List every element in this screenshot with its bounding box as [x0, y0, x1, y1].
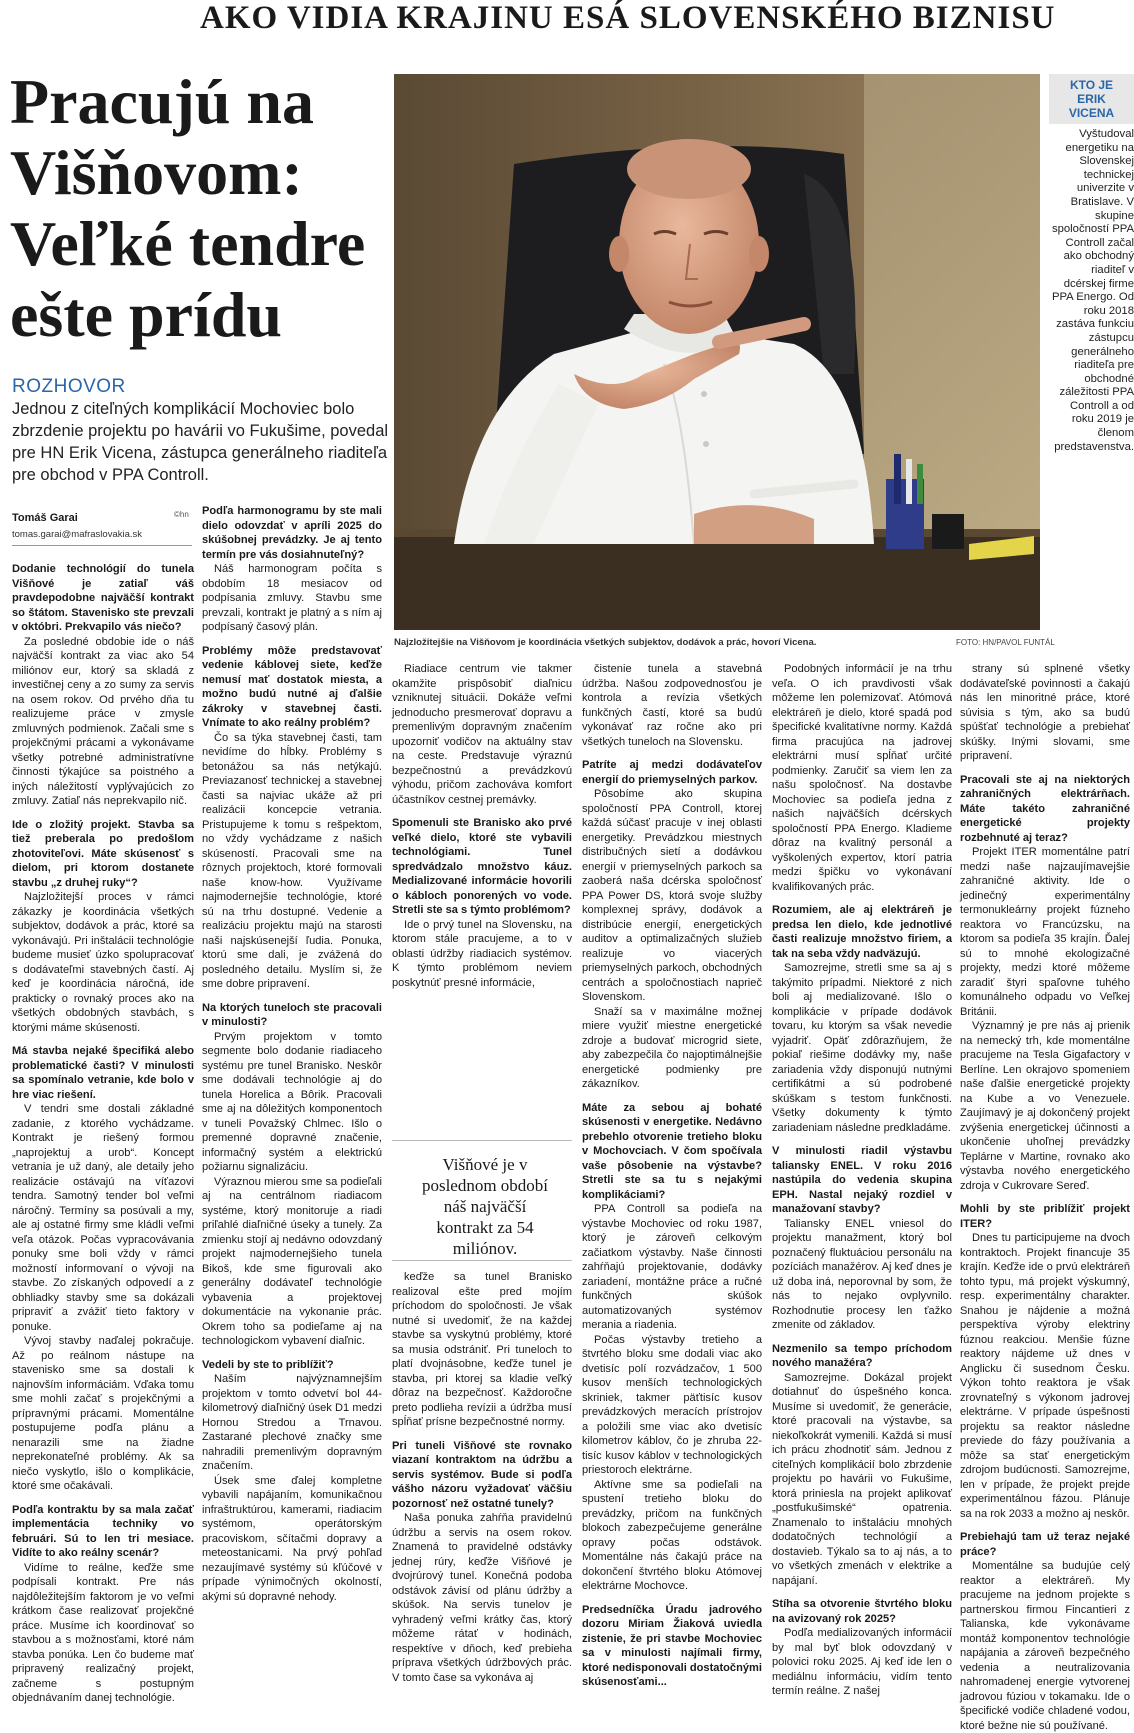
author-name: Tomáš Garai — [12, 512, 78, 524]
bio-sidebar — [1049, 74, 1134, 454]
answer-paragraph: Dnes tu participujeme na dvoch kontraktoch. Projekt financuje 35 krajín. Keďže ide o prvú elektráreň tohto typu, má projekt výskumný, resp. experimentálny charakter. Snahou je nájdenie a možná perspektíva výroby elektriny fúznou reakciou. Menšie fúzne reaktory nájdeme už dnes v Anglicku či susednom Česku. Výkon tohto reaktora je však zrovnateľný s výkonom jadrovej elektrárne. V prípade úspešnosti projektu sa reaktor následne previede do fázy používania a môže sa stať energetickým zdrojom budúcnosti. Samozrejme, len v prípade, že projekt prejde experimentálnou fázou. Plánuje sa na rok 2033 a možno aj neskôr. — [960, 1232, 1130, 1520]
answer-paragraph: Snaží sa v maximálne možnej miere využiť miestne energetické zdroje a budovať microgrid siete, aby zabezpečila čo najoptimálnejšie energetické podmienky pre zákazníkov. — [582, 1005, 762, 1090]
answer-paragraph: Výraznou mierou sme sa podieľali aj na centrálnom riadiacom systéme, ktorý monitoruje a riadi priľahlé diaľničné úseky a tunely. Za zmienku stojí aj nedávno odovzdaný projekt najmodernejšieho tunela Bikoš, kde sme figurovali ako generálny dodávateľ technológie vybavenia a projektovej dokumentácie na vykonanie prác. Okrem toho sa podieľame aj na technologickom vybavení diaľnic. — [202, 1175, 382, 1347]
bio-title-line: KTO JE — [1069, 78, 1114, 92]
article-column-4 — [392, 1270, 572, 1722]
question-paragraph: Dodanie technológií do tunela Višňové je zatiaľ váš pravdepodobne najväčší kontrakt so štátom. Stavenisko ste prevzali v októbri. Prekvapilo vás niečo? — [12, 563, 194, 633]
answer-paragraph: Čo sa týka stavebnej časti, tam nevidíme do hĺbky. Problémy s betonážou sa nás netýkajú. Previazanosť technickej a stavebnej časti sa najviac ukáže až pri realizácii koncepcie vetrania. Pristupujeme k tomu s rešpektom, no vždy vychádzame z našich skúseností. Pracovali sme na rôznych projektoch, ktoré formovali naše know-how. Využívame najmodernejšie technológie, ktoré sú na trhu dostupné. Vedenie a realizáciu projektu majú na starosti naši najskúsenejší ľudia. Ponuka, ktorú sme dali, je zvážená do posledného detailu. Myslím si, že sme dobre pripravení. — [202, 731, 382, 990]
answer-paragraph: Projekt ITER momentálne patrí medzi naše najzaujímavejšie zahraničné aktivity. Ide o jedinečný experimentálny termonukleárny projekt fúzneho reaktora vo Francúzsku, na ktorom sa podieľa 35 krajín. Ďalej sú to mnohé ekologizačné projekty, medzi ktoré môžeme zaradiť štyri spaľovne tuhého komunálneho odpadu vo Veľkej Británii. — [960, 846, 1130, 1018]
rubric-label: ROZHOVOR — [12, 376, 126, 397]
question-paragraph: Prebiehajú tam už teraz nejaké práce? — [960, 1531, 1130, 1558]
answer-paragraph: Taliansky ENEL vniesol do projektu manažment, ktorý bol poznačený fluktuáciou personálu na pozíciách manažérov. Aj keď dnes je už doba iná, neporovnal by som, že nás to nejako ovplyvnilo. Rozhodnutie procesy len ťažko zmenite od základov. — [772, 1217, 952, 1331]
answer-paragraph: strany sú splnené všetky dodávateľské povinnosti a čakajú nás len minoritné práce, ktoré súvisia s tým, ako sa budú spúšťať technológie a prebiehať skúšky. Inými slovami, sme pripravení. — [960, 663, 1130, 762]
answer-paragraph: Samozrejme, stretli sme sa aj s takýmito prípadmi. Niektoré z nich boli aj medializované. Išlo o komplikácie v prípade dodávok tovaru, ku ktorým sa však nevedie vyjadriť. Opäť zdôrazňujem, že pokiaľ riešime dodávky my, naše zariadenia vždy disponujú nutnými certifikátmi a sú podrobené skúškam s testom funkčnosti. Všetky dokumenty k týmto zariadeniam následne predkladáme. — [772, 962, 952, 1134]
headline-line: Veľké tendre — [10, 208, 366, 279]
question-paragraph: Stíha sa otvorenie štvrtého bloku na avizovaný rok 2025? — [772, 1598, 952, 1625]
answer-paragraph: Významný je pre nás aj prienik na nemecký trh, kde momentálne pracujeme na Tesla Gigafactory v Berlíne. Len okrajovo spomeniem naše ďalšie energetické projekty na Kube a vo Venezuele. Zaujímavý je aj dokončený projekt zvýšenia energetickej účinnosti a ukončenie uhoľnej prevádzky Teplárne v Martine, rovnako ako výstavba nového energetického zdroja v Cukrovare Sereď. — [960, 1020, 1130, 1192]
question-paragraph: Vedeli by ste to priblížiť? — [202, 1358, 334, 1371]
portrait-illustration — [394, 74, 1040, 630]
question-paragraph: Mohli by ste priblížiť projekt ITER? — [960, 1203, 1130, 1230]
question-paragraph: Má stavba nejaké špecifiká alebo problematické časti? V minulosti sa spomínalo vetranie, kde bolo v hre viac riešení. — [12, 1045, 194, 1101]
question-paragraph: V minulosti riadil výstavbu taliansky ENEL. V roku 2016 nastúpila do vedenia skupina EPH. Nastal nejaký rozdiel v manažovaní stavby? — [772, 1145, 952, 1215]
article-column-2 — [202, 504, 382, 1722]
question-paragraph: Podľa harmonogramu by ste mali dielo odovzdať v apríli 2025 do skúšobnej prevádzky. Je aj tento termín pre vás dosiahnuteľný? — [202, 505, 382, 561]
section-kicker: AKO VIDIA KRAJINU ESÁ SLOVENSKÉHO BIZNISU — [200, 0, 1056, 36]
answer-paragraph: Naším najvýznamnejším projektom v tomto odvetví bol 44-kilometrový diaľničný úsek D1 medzi Hornou Stredou a Trnavou. Zastarané plechové značky sme nahradili premenlivým dopravným značením. — [202, 1373, 382, 1472]
answer-paragraph: Najzložitejší proces v rámci zákazky je koordinácia všetkých subjektov, dodávok a prác, ktoré sa vykonávajú. Pri inštalácii technológie budeme musieť úzko spolupracovať s dodávateľmi stavebných častí. Aj keď je koordinácia náročná, ide prakticky o rovnaký proces ako na všetkých obdobných stavbách, s ktorými máme skúsenosti. — [12, 891, 194, 1034]
answer-paragraph: Za posledné obdobie ide o náš najväčší kontrakt za viac ako 54 miliónov eur, ktorý sa skladá z investičnej ceny a zo sumy za servis na osem rokov. Od prvého dňa tu realizujeme práce v zmysle zmluvných podmienok. Začali sme s projekčnými prácami a vykonávame všetky potrebné administratívne činnosti týkajúce sa poistného a iných náležitostí vyplývajúcich zo zmluvy. Zatiaľ nás neprekvapilo nič. — [12, 635, 194, 807]
article-column-5 — [582, 662, 762, 1722]
answer-paragraph: PPA Controll sa podieľa na výstavbe Mochoviec od roku 1987, ktorý je zároveň celkovým začiatkom výstavby. Naše činnosti zahŕňajú projektovanie, dodávky zariadení, montážne práce a ručné funkčných skúšok automatizovaných systémov merania a riadenia. — [582, 1203, 762, 1331]
author-email[interactable]: tomas.garai@mafraslovakia.sk — [12, 529, 143, 540]
bio-title-line: ERIK — [1077, 92, 1106, 106]
divider — [392, 1260, 572, 1261]
answer-paragraph: V tendri sme dostali základné zadanie, z ktorého vychádzame. Kontrakt je riešený formou „naprojektuj a urob“. Koncept vetrania je už daný, ale detaily jeho realizácie ostávajú na víťazovi tendra. Samotný tender bol veľmi náročný. Termíny sa posúvali a my, ale aj ostatné firmy sme kládli veľmi veľa otázok. Počas vypracovávania ponuky sme boli vždy v rámci možností informovaní o vývoji na stavbe. Zo získaných odpovedí a z obhliadky stavby sme sa dokázali pripraviť a zvážiť tieto faktory v ponuke. — [12, 1103, 194, 1333]
answer-paragraph: čistenie tunela a stavebná údržba. Našou zodpovednosťou je kontrola a revízia všetkých funkčných častí, ktoré sa budú vykonávať raz ročne ako pri všetkých tuneloch na Slovensku. — [582, 663, 762, 748]
answer-paragraph: Momentálne sa budujúe celý reaktor a elektráreň. My pracujeme na jednom projekte s partnerskou firmou Fincantieri z Talianska, kde vykonávame montáž komponentov technológie napájania a zároveň bezpečného vedenia a neutralizovania nahromadenej energie vytvorenej jadrovou fúziou v tokamaku. Ide o špecifické vodiče chladené vodou, ktoré bežne nie sú používané. — [960, 1560, 1130, 1732]
article-column-6 — [772, 662, 952, 1722]
photo-caption: Najzložitejšie na Višňovom je koordinácia všetkých subjektov, dodávok a prác, hovorí Vicena. — [394, 637, 817, 648]
interview-photo — [394, 74, 1040, 630]
answer-paragraph: Pôsobíme ako skupina spoločností PPA Controll, ktorej každá súčasť pracuje v inej oblasti energetiky. Prevádzkou miestnych distribučných sietí a dodávkou energií v priemyselných parkoch sa zaoberá naša dcérska spoločnosť PPA Power DS, ktorá svoje služby komplexnej správy, dodávok a distribúcie energií, energetických auditov a optimalizačných služieb realizuje vo viacerých priemyselných parkoch, obchodných centrách a spoločnostiach naprieč Slovenskom. — [582, 788, 762, 1003]
headline-line: Pracujú na — [10, 66, 314, 137]
answer-paragraph: Počas výstavby tretieho a štvrtého bloku sme dodali viac ako dvetisíc polí rozvádzačov, 1 500 kusov menších technologických skriniek, takmer päťtisíc kusov prevádzkových meracích prístrojov a položili sme viac ako dvetisíc kilometrov káblov, čo je zhruba 22-tisíc kusov káblov v technologických priestoroch elektrárne. — [582, 1333, 762, 1476]
answer-paragraph: Podobných informácií je na trhu veľa. O ich pravdivosti však môžeme len polemizovať. Atómová elektráreň je dielo, ktoré spadá pod špecifické kvalitatívne normy. Každá firma pracujúca na jadrovej elektrárni musí spĺňať určité podmienky. Zaručiť sa viem len za našu spoločnosť. Na dostavbe Mochoviec sa podieľa jedna z našich najväčších dcérskych spoločností PPA Energo. Kladieme dôraz na kvalitný personál a vyškolených expertov, ktorí patria medzi špičku vo vykonávaní kvalifikovaných prác. — [772, 663, 952, 893]
article-column-1 — [12, 562, 194, 1722]
pull-quote: Višňové je v poslednom období náš najväčší kontrakt za 54 miliónov. — [421, 1155, 549, 1258]
headline-line: Višňovom: — [10, 137, 303, 208]
answer-paragraph: Samozrejme. Dokázal projekt dotiahnuť do úspešného konca. Musíme si uvedomiť, že generácie, ktoré pracovali na výstavbe, sa niekoľkokrát vymenili. Každá si musí ich prácu zhodnotiť sám. Jednou z citeľných komplikácií bolo zbrzdenie projektu po havárii vo Fukušime, ktorá priniesla na projekt aplikovať „postfukušimské“ opatrenia. Znamenalo to inštaláciu mnohých dodatočných technológií a dostavieb. Týkalo sa to aj nás, a to vo všetkých zmenách v elektrike a napájaní. — [772, 1371, 952, 1587]
answer-paragraph: Náš harmonogram počíta s obdobím 18 mesiacov od podpísania zmluvy. Stavbu sme prevzali, kontrakt je platný a s ním aj podpísaný časový plán. — [202, 563, 382, 633]
question-paragraph: Ide o zložitý projekt. Stavba sa tiež preberala po predošlom zhotoviteľovi. Máte skúsenosť s dielom, pri ktorom dostanete stavbu „z druhej ruky“? — [12, 818, 194, 889]
bio-title — [1049, 74, 1134, 124]
article-column-3 — [392, 662, 572, 1132]
question-paragraph: Pri tuneli Višňové ste rovnako viazaní kontraktom na údržbu a servis systémov. Bude si podľa vášho názoru vyžadovať väčšiu pozornosť než ostatné tunely? — [392, 1439, 572, 1510]
question-paragraph: Pracovali ste aj na niektorých zahraničných elektrárňach. Máte takéto zahraničné energetické projekty rozbehnuté aj teraz? — [960, 773, 1130, 844]
bio-text: Vyštudoval energetiku na Slovenskej technickej univerzite v Bratislave. V skupine spoločností PPA Controll začal ako obchodný riaditeľ v dcérskej firme PPA Energo. Od roku 2018 zastáva funkciu zástupcu generálneho riaditeľa pre obchodné záležitosti PPA Controll a od roku 2019 je členom predstavenstva. — [1051, 128, 1134, 453]
question-paragraph: Nezmenilo sa tempo príchodom nového manažéra? — [772, 1342, 952, 1369]
photo-credit: FOTO: HN/PAVOL FUNTÁL — [956, 638, 1055, 647]
question-paragraph: Patríte aj medzi dodávateľov energií do priemyselných parkov. — [582, 759, 762, 786]
answer-paragraph: Prvým projektom v tomto segmente bolo dodanie riadiaceho systému pre tunel Branisko. Neskôr sme dodávali technológie aj do tunela Horelica a Bôrik. Pracovali sme aj na dôležitých komponentoch v tuneli Považský Chlmec. Išlo o premenné dopravné značenie, informačný systém a elektrickú požiarnu signalizáciu. — [202, 1030, 382, 1173]
answer-paragraph: Naša ponuka zahŕňa pravidelnú údržbu a servis na osem rokov. Znamená to pravidelné odstávky jednej rúry, keďže Višňové je dvojrúrový tunel. Konečná podoba odstávok závisí od plánu údržby a skúšok. Na servis tunelov je vyhradený veľmi krátky čas, ktorý môžeme rátať v hodinách, respektíve v dňoch, keď prebieha príprava všetkých údržbových prác. V tomto čase sa vykonáva aj — [392, 1512, 572, 1684]
answer-paragraph: Úsek sme ďalej kompletne vybavili napájaním, komunikačnou infraštruktúrou, kamerami, riadiacim systémom, operátorským pracoviskom, sčítačmi dopravy a meteostanicami. Na prvý pohľad nezaujímavé systémy sú kľúčové v prípade výnimočných okolností, akými sú dopravné nehody. — [202, 1474, 382, 1603]
divider — [392, 1140, 572, 1141]
question-paragraph: Máte za sebou aj bohaté skúsenosti v energetike. Nedávno prebehlo otvorenie tretieho bloku v Mochovciach. V čom spočívala vaše pôsobenie na výstavbe? Stretli ste sa tu s nejakými komplikáciami? — [582, 1101, 762, 1201]
divider — [12, 545, 192, 546]
bio-title-line: VICENA — [1068, 106, 1115, 120]
question-paragraph: Rozumiem, ale aj elektráreň je predsa len dielo, kde jednotlivé časti realizuje množstvo firiem, a tak na seba vždy nadväzujú. — [772, 904, 952, 960]
question-paragraph: Predsedníčka Úradu jadrového dozoru Miriam Žiaková uviedla zistenie, že pri stavbe Mochoviec sa v minulosti najímali firmy, ktoré nedisponovali dostatočnými skúsenosťami... — [582, 1603, 762, 1688]
answer-paragraph: Podľa medializovaných informácií by mal byť blok odovzdaný v polovici roku 2025. Aj keď ide len o mediálnu informáciu, vidím tento termín reálne. Z našej — [772, 1627, 952, 1697]
headline-line: ešte prídu — [10, 279, 282, 350]
answer-paragraph: Vidíme to reálne, keďže sme podpísali kontrakt. Pre nás najdôležitejším faktorom je vo veľmi krátkom čase realizovať projekčné práce. Musíme ich koordinovať so stavbou a s možnosťami, ktoré nám stavba ponúka. Len čo budeme mať pripravený realizačný projekt, začneme s postupným objednávaním danej technológie. — [12, 1561, 194, 1704]
question-paragraph: Problémy môže predstavovať vedenie káblovej siete, keďže nemusí mať dostatok miesta, a možno budú nutné aj ďalšie zákroky v stavebnej časti. Vnímate to ako reálny problém? — [202, 644, 382, 729]
article-lead: Jednou z citeľných komplikácií Mochoviec bolo zbrzdenie projektu po havárii vo Fukušime, povedal pre HN Erik Vicena, zástupca generálneho riaditeľa pre obchod v PPA Controll. — [12, 400, 389, 484]
copyright-mark: ©hn — [174, 510, 189, 519]
answer-paragraph: Aktívne sme sa podieľali na spustení tretieho bloku do prevádzky, pričom na funkčných blokoch zabezpečujeme generálne opravy počas odstávok. Momentálne nás čakajú práce na dokončení štvrtého bloku Atómovej elektrárne Mochovce. — [582, 1478, 762, 1592]
question-paragraph: Na ktorých tuneloch ste pracovali v minulosti? — [202, 1001, 382, 1028]
article-column-7 — [960, 662, 1130, 1732]
answer-paragraph: Ide o prvý tunel na Slovensku, na ktorom stále pracujeme, a to v oblasti údržby riadiacich systémov. K týmto problémom neviem poskytnúť presné informácie, — [392, 918, 572, 989]
answer-paragraph: Vývoj stavby naďalej pokračuje. Až po reálnom nástupe na stavenisko sme sa dostali k najnovším informáciám. Vďaka tomu sme mohli začať s projekčnými a prípravnými prácami. Momentálne postupujeme podľa plánu a nenarazili sme na žiadne neprekonateľné problémy. Ak sa niečo vyskytlo, išlo o komplikácie, ktoré sme očakávali. — [12, 1335, 194, 1492]
question-paragraph: Spomenuli ste Branisko ako prvé veľké dielo, ktoré ste vybavili technológiami. Tunel spredvádzalo množstvo káuz. Medializované informácie hovorili o kábloch ponorených vo vode. Stretli ste sa s týmto problémom? — [392, 817, 572, 916]
answer-paragraph: Riadiace centrum vie takmer okamžite prispôsobiť diaľnicu vzniknutej situácii. Dokáže veľmi jednoducho presmerovať dopravu a premenlivým dopravným značením upozorniť vodičov na aktuálny stav na ceste. Predstavuje výraznú bezpečnostnú a prevádzkovú výhodu, pričom zachováva komfort účastníkov cestnej premávky. — [392, 663, 572, 806]
answer-paragraph: keďže sa tunel Branisko realizoval ešte pred mojím príchodom do spoločnosti. Je však nutné si uvedomiť, že na každej stavbe sa vyskytnú problémy, ktoré sa musia odstrániť. Pri tuneloch to platí dvojnásobne, keďže tunel je stavba, pri ktorej sa kladie veľký dôraz na bezpečnosť. Každoročne preto podlieha revízii a údržba musí spĺňať prísne bezpečnostné normy. — [392, 1271, 572, 1428]
article-headline — [10, 66, 390, 350]
question-paragraph: Podľa kontraktu by sa mala začať implementácia techniky vo februári. Sú to len tri mesiace. Vidíte to ako reálny scenár? — [12, 1503, 194, 1559]
